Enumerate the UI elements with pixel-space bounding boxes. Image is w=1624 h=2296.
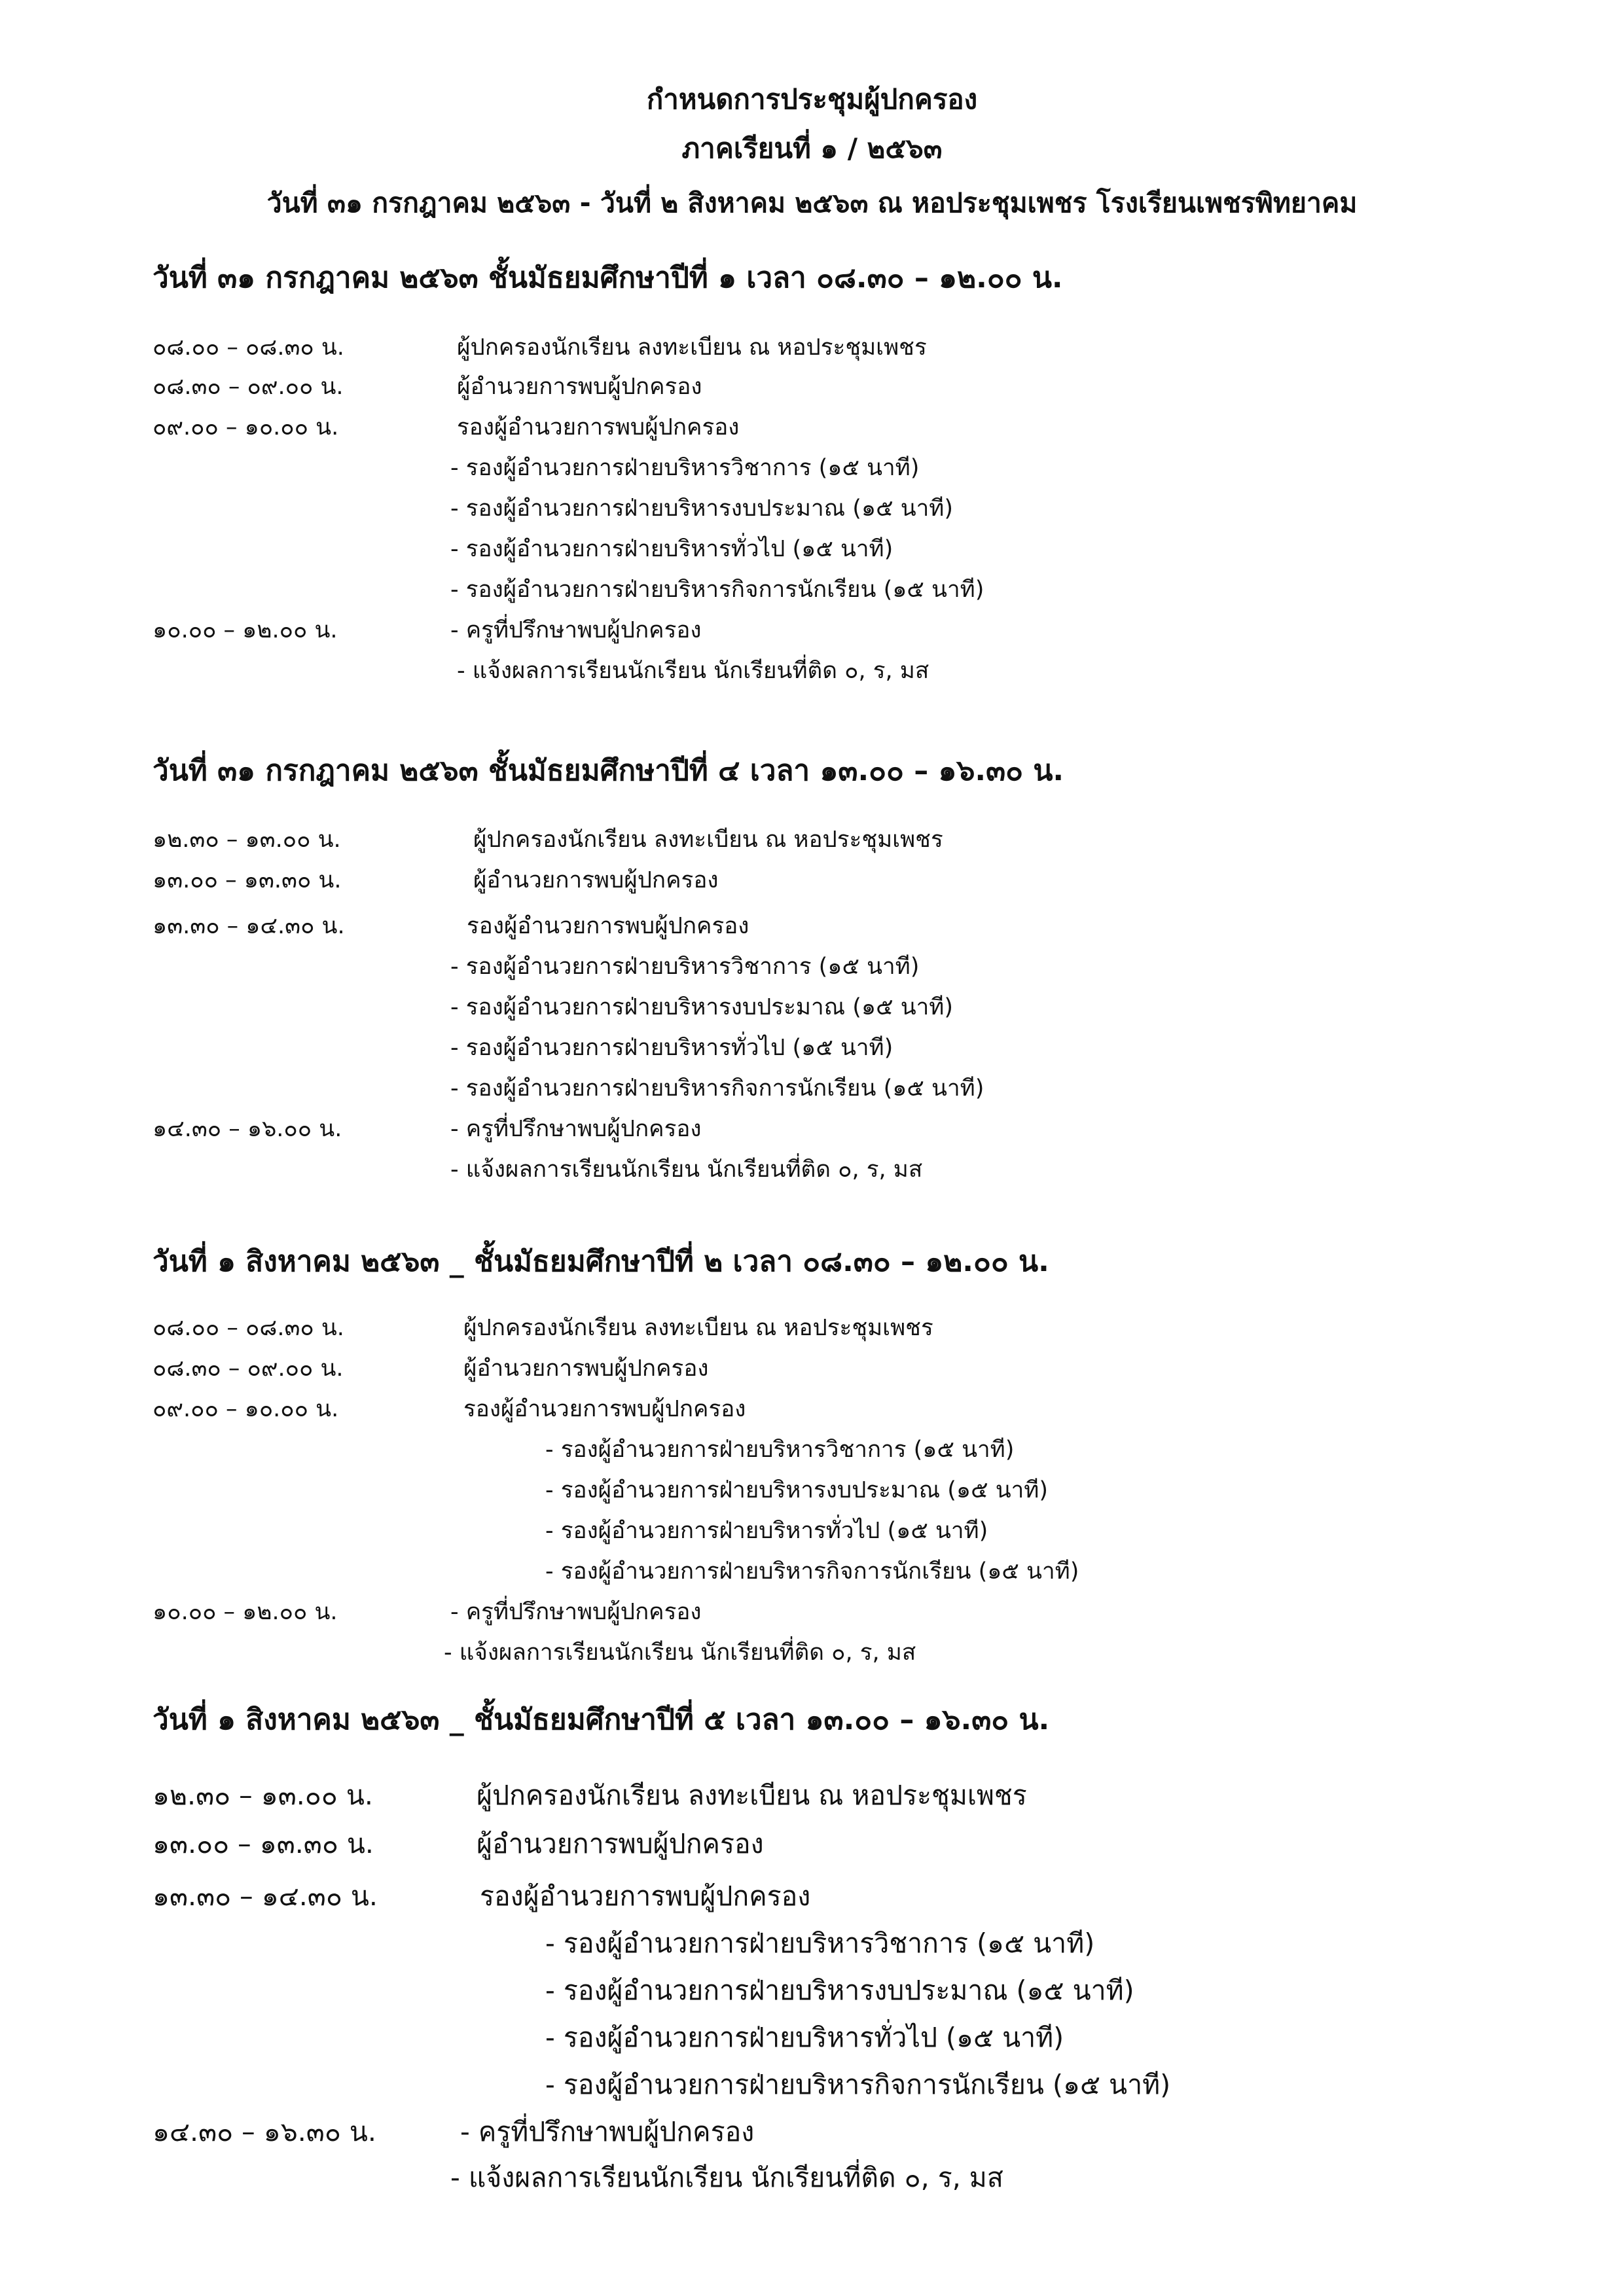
activity: - รองผู้อำนวยการฝ่ายบริหารกิจการนักเรียน (๑๕ นาที) [450, 577, 984, 603]
time-range: ๑๒.๓๐ – ๑๓.๐๐ น. [153, 1780, 373, 1811]
time-range: ๐๘.๓๐ – ๐๙.๐๐ น. [153, 374, 344, 400]
activity: - ครูที่ปรึกษาพบผู้ปกครอง [450, 1599, 702, 1625]
activity: - รองผู้อำนวยการฝ่ายบริหารทั่วไป (๑๕ นาที) [450, 1035, 893, 1061]
activity: รองผู้อำนวยการพบผู้ปกครอง [467, 913, 749, 939]
activity: รองผู้อำนวยการพบผู้ปกครอง [463, 1396, 746, 1422]
document-dates-place: วันที่ ๓๑ กรกฎาคม ๒๕๖๓ - วันที่ ๒ สิงหาคม ๒๕๖๓ ณ หอประชุมเพชร โรงเรียนเพชรพิทยาคม [266, 187, 1358, 219]
activity: - ครูที่ปรึกษาพบผู้ปกครอง [450, 1116, 702, 1142]
activity: - รองผู้อำนวยการฝ่ายบริหารวิชาการ (๑๕ นาที) [450, 455, 920, 481]
activity: รองผู้อำนวยการพบผู้ปกครอง [480, 1880, 811, 1912]
time-range: ๑๐.๐๐ – ๑๒.๐๐ น. [153, 1599, 338, 1625]
activity: - รองผู้อำนวยการฝ่ายบริหารงบประมาณ (๑๕ นาที) [545, 1477, 1049, 1503]
section-title: วันที่ ๑ สิงหาคม ๒๕๖๓ _ ชั้นมัธยมศึกษาปีที่ ๒ เวลา ๐๘.๓๐ – ๑๒.๐๐ น. [153, 1245, 1049, 1278]
activity: ผู้อำนวยการพบผู้ปกครอง [457, 374, 702, 400]
activity: ผู้อำนวยการพบผู้ปกครอง [477, 1828, 764, 1859]
time-range: ๑๒.๓๐ – ๑๓.๐๐ น. [153, 827, 341, 853]
activity: - รองผู้อำนวยการฝ่ายบริหารวิชาการ (๑๕ นาที) [545, 1437, 1015, 1463]
activity: - รองผู้อำนวยการฝ่ายบริหารงบประมาณ (๑๕ นาที) [545, 1975, 1134, 2006]
activity: รองผู้อำนวยการพบผู้ปกครอง [457, 414, 740, 440]
activity: ผู้อำนวยการพบผู้ปกครอง [473, 867, 719, 893]
time-range: ๑๓.๐๐ – ๑๓.๓๐ น. [153, 1828, 374, 1859]
activity: ผู้ปกครองนักเรียน ลงทะเบียน ณ หอประชุมเพชร [473, 827, 943, 853]
activity: ผู้ปกครองนักเรียน ลงทะเบียน ณ หอประชุมเพชร [463, 1315, 933, 1341]
time-range: ๑๓.๓๐ – ๑๔.๓๐ น. [153, 1880, 378, 1912]
time-range: ๑๔.๓๐ – ๑๖.๓๐ น. [153, 2116, 376, 2147]
time-range: ๑๓.๓๐ – ๑๔.๓๐ น. [153, 913, 345, 939]
activity: - รองผู้อำนวยการฝ่ายบริหารงบประมาณ (๑๕ นาที) [450, 495, 954, 522]
activity: - แจ้งผลการเรียนนักเรียน นักเรียนที่ติด ๐, ร, มส [444, 1640, 916, 1666]
time-range: ๐๙.๐๐ – ๑๐.๐๐ น. [153, 1396, 339, 1422]
activity: - แจ้งผลการเรียนนักเรียน นักเรียนที่ติด ๐, ร, มส [457, 658, 929, 684]
activity: - รองผู้อำนวยการฝ่ายบริหารกิจการนักเรียน (๑๕ นาที) [450, 1075, 984, 1102]
activity: - รองผู้อำนวยการฝ่ายบริหารกิจการนักเรียน (๑๕ นาที) [545, 2069, 1171, 2100]
document-term: ภาคเรียนที่ ๑ / ๒๕๖๓ [681, 132, 943, 164]
time-range: ๑๐.๐๐ – ๑๒.๐๐ น. [153, 617, 338, 643]
section-title: วันที่ ๓๑ กรกฎาคม ๒๕๖๓ ชั้นมัธยมศึกษาปีที่ ๔ เวลา ๑๓.๐๐ – ๑๖.๓๐ น. [153, 754, 1064, 787]
activity: - รองผู้อำนวยการฝ่ายบริหารวิชาการ (๑๕ นาที) [450, 954, 920, 980]
activity: - รองผู้อำนวยการฝ่ายบริหารงบประมาณ (๑๕ นาที) [450, 994, 954, 1020]
time-range: ๐๘.๐๐ – ๐๘.๓๐ น. [153, 334, 344, 361]
activity: - รองผู้อำนวยการฝ่ายบริหารทั่วไป (๑๕ นาที) [545, 1518, 988, 1544]
time-range: ๑๔.๓๐ – ๑๖.๐๐ น. [153, 1116, 342, 1142]
activity: - รองผู้อำนวยการฝ่ายบริหารกิจการนักเรียน (๑๕ นาที) [545, 1558, 1079, 1585]
activity: ผู้ปกครองนักเรียน ลงทะเบียน ณ หอประชุมเพชร [477, 1780, 1027, 1811]
time-range: ๐๙.๐๐ – ๑๐.๐๐ น. [153, 414, 339, 440]
activity: - แจ้งผลการเรียนนักเรียน นักเรียนที่ติด ๐, ร, มส [450, 1157, 923, 1183]
activity: - รองผู้อำนวยการฝ่ายบริหารทั่วไป (๑๕ นาที) [545, 2022, 1064, 2053]
time-range: ๐๘.๐๐ – ๐๘.๓๐ น. [153, 1315, 344, 1341]
time-range: ๑๓.๐๐ – ๑๓.๓๐ น. [153, 867, 342, 893]
activity: ผู้ปกครองนักเรียน ลงทะเบียน ณ หอประชุมเพชร [457, 334, 927, 361]
document-title: กำหนดการประชุมผู้ปกครอง [646, 83, 978, 115]
activity: - รองผู้อำนวยการฝ่ายบริหารทั่วไป (๑๕ นาที) [450, 536, 893, 562]
section-title: วันที่ ๑ สิงหาคม ๒๕๖๓ _ ชั้นมัธยมศึกษาปีที่ ๕ เวลา ๑๓.๐๐ – ๑๖.๓๐ น. [153, 1703, 1050, 1736]
activity: - แจ้งผลการเรียนนักเรียน นักเรียนที่ติด ๐, ร, มส [450, 2162, 1003, 2193]
activity: - รองผู้อำนวยการฝ่ายบริหารวิชาการ (๑๕ นาที) [545, 1928, 1095, 1959]
activity: ผู้อำนวยการพบผู้ปกครอง [463, 1355, 709, 1382]
time-range: ๐๘.๓๐ – ๐๙.๐๐ น. [153, 1355, 344, 1382]
activity: - ครูที่ปรึกษาพบผู้ปกครอง [450, 617, 702, 643]
activity: - ครูที่ปรึกษาพบผู้ปกครอง [460, 2116, 755, 2147]
section-title: วันที่ ๓๑ กรกฎาคม ๒๕๖๓ ชั้นมัธยมศึกษาปีที่ ๑ เวลา ๐๘.๓๐ – ๑๒.๐๐ น. [153, 261, 1063, 295]
